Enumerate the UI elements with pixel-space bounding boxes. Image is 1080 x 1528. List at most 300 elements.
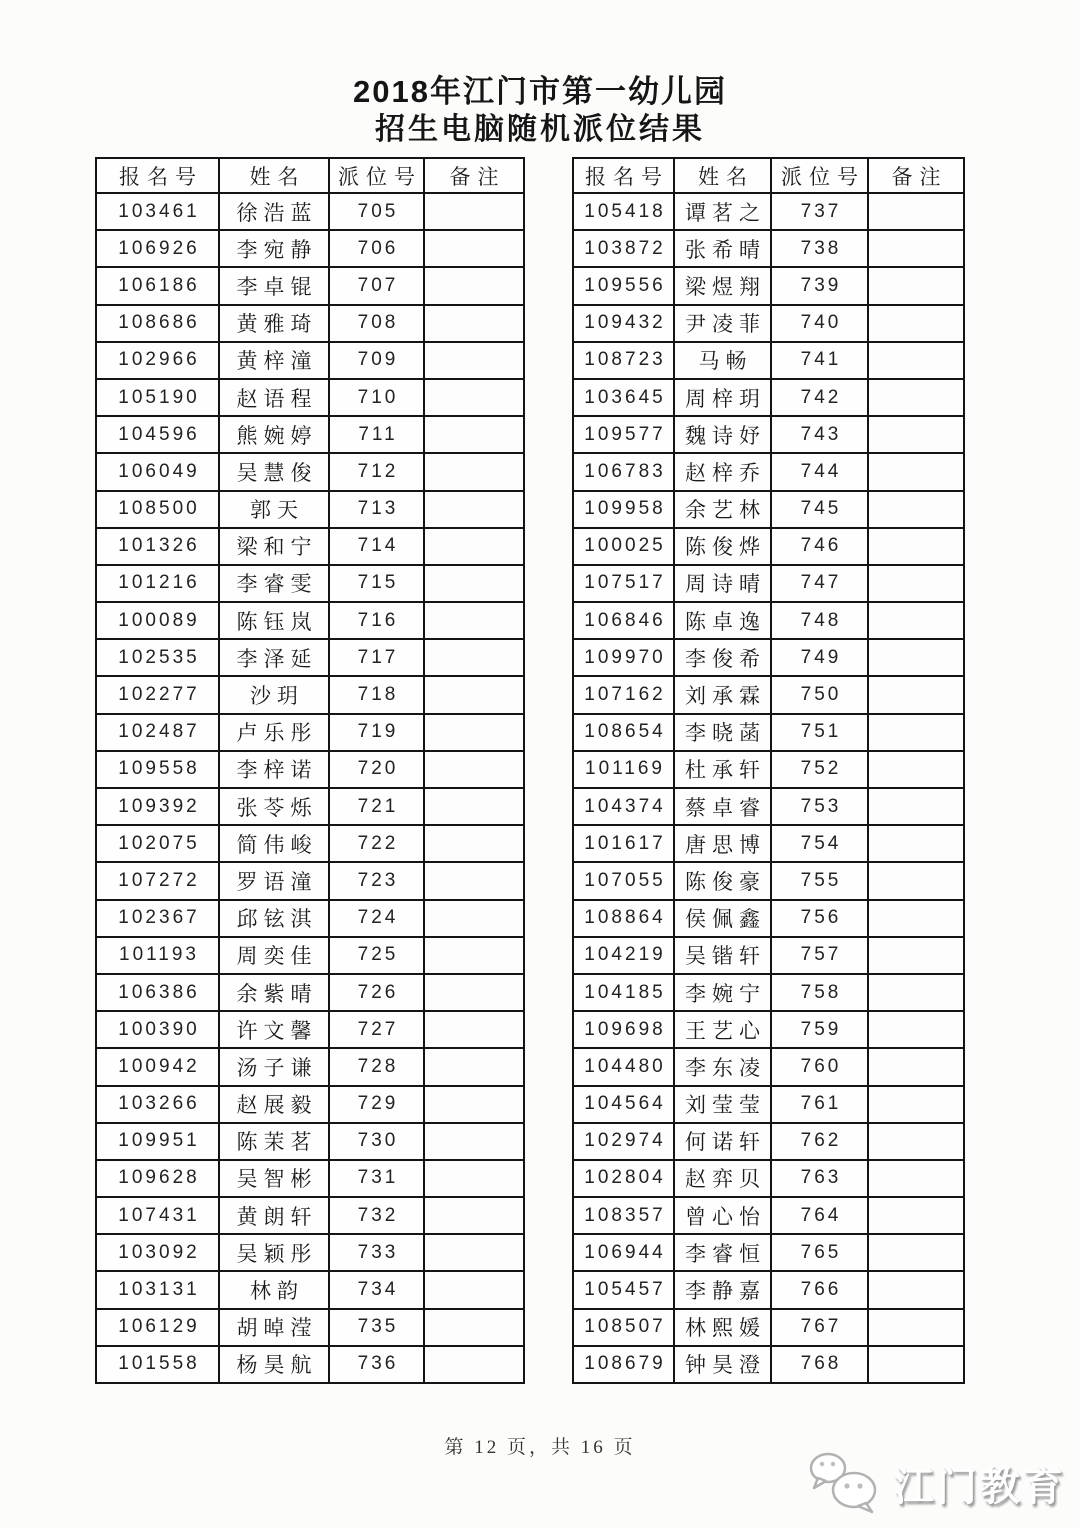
reg-no-cell: 102974	[573, 1123, 674, 1160]
table-row	[96, 788, 524, 825]
slot-no-cell: 730	[329, 1123, 424, 1160]
name-cell: 黄雅琦	[219, 305, 329, 342]
slot-no-cell: 763	[771, 1160, 868, 1197]
name-cell: 简伟峻	[219, 825, 329, 862]
remark-cell	[424, 825, 524, 862]
remark-cell	[424, 1123, 524, 1160]
slot-no-cell: 749	[771, 639, 868, 676]
remark-cell	[868, 453, 964, 490]
slot-no-cell: 748	[771, 602, 868, 639]
table-row	[573, 565, 964, 602]
slot-no-cell: 768	[771, 1346, 868, 1383]
table-row	[573, 1234, 964, 1271]
reg-no-cell: 103266	[96, 1086, 219, 1123]
name-cell: 胡晫滢	[219, 1309, 329, 1346]
reg-no-cell: 106049	[96, 453, 219, 490]
table-row	[573, 379, 964, 416]
reg-no-cell: 108507	[573, 1309, 674, 1346]
reg-no-cell: 102367	[96, 900, 219, 937]
name-cell: 陈卓逸	[674, 602, 771, 639]
table-row	[573, 1309, 964, 1346]
reg-no-cell: 108500	[96, 491, 219, 528]
name-cell: 黄朗轩	[219, 1197, 329, 1234]
slot-no-cell: 758	[771, 974, 868, 1011]
slot-no-cell: 740	[771, 305, 868, 342]
name-cell: 周梓玥	[674, 379, 771, 416]
reg-no-cell: 104219	[573, 937, 674, 974]
table-row	[96, 1197, 524, 1234]
table-row	[96, 1011, 524, 1048]
name-cell: 李静嘉	[674, 1271, 771, 1308]
slot-no-cell: 713	[329, 491, 424, 528]
slot-no-cell: 743	[771, 416, 868, 453]
reg-no-cell: 102535	[96, 639, 219, 676]
remark-cell	[868, 379, 964, 416]
table-row	[96, 416, 524, 453]
name-cell: 梁和宁	[219, 528, 329, 565]
slot-no-cell: 755	[771, 862, 868, 899]
slot-no-cell: 762	[771, 1123, 868, 1160]
table-row	[96, 1123, 524, 1160]
slot-no-cell: 764	[771, 1197, 868, 1234]
slot-no-cell: 715	[329, 565, 424, 602]
name-cell: 侯佩鑫	[674, 900, 771, 937]
table-row	[96, 1160, 524, 1197]
name-cell: 罗语潼	[219, 862, 329, 899]
reg-no-cell: 106186	[96, 267, 219, 304]
table-row	[96, 267, 524, 304]
table-row	[573, 937, 964, 974]
reg-no-cell: 108357	[573, 1197, 674, 1234]
slot-no-cell: 738	[771, 230, 868, 267]
table-row	[96, 825, 524, 862]
reg-no-cell: 103131	[96, 1271, 219, 1308]
name-cell: 黄梓潼	[219, 342, 329, 379]
table-row	[573, 416, 964, 453]
name-cell: 梁煜翔	[674, 267, 771, 304]
name-cell: 许文馨	[219, 1011, 329, 1048]
reg-no-cell: 101326	[96, 528, 219, 565]
reg-no-cell: 106926	[96, 230, 219, 267]
name-cell: 刘承霖	[674, 676, 771, 713]
remark-cell	[424, 862, 524, 899]
table-row	[573, 751, 964, 788]
name-cell: 张苓烁	[219, 788, 329, 825]
name-cell: 熊婉婷	[219, 416, 329, 453]
remark-cell	[424, 565, 524, 602]
reg-no-cell: 100025	[573, 528, 674, 565]
remark-cell	[424, 788, 524, 825]
name-cell: 曾心怡	[674, 1197, 771, 1234]
slot-no-cell: 726	[329, 974, 424, 1011]
remark-cell	[424, 1160, 524, 1197]
name-cell: 李卓锟	[219, 267, 329, 304]
slot-no-cell: 710	[329, 379, 424, 416]
remark-cell	[868, 1309, 964, 1346]
slot-no-cell: 732	[329, 1197, 424, 1234]
name-cell: 李睿雯	[219, 565, 329, 602]
table-row	[573, 825, 964, 862]
column-header: 报名号	[96, 158, 219, 193]
name-cell: 赵梓乔	[674, 453, 771, 490]
reg-no-cell: 109951	[96, 1123, 219, 1160]
reg-no-cell: 106846	[573, 602, 674, 639]
remark-cell	[424, 1197, 524, 1234]
table-row	[96, 491, 524, 528]
slot-no-cell: 744	[771, 453, 868, 490]
remark-cell	[868, 639, 964, 676]
table-row	[573, 1346, 964, 1383]
reg-no-cell: 101617	[573, 825, 674, 862]
reg-no-cell: 107055	[573, 862, 674, 899]
reg-no-cell: 103092	[96, 1234, 219, 1271]
reg-no-cell: 103461	[96, 193, 219, 230]
column-header: 姓名	[674, 158, 771, 193]
name-cell: 杨昊航	[219, 1346, 329, 1383]
table-row	[96, 974, 524, 1011]
table-row	[96, 676, 524, 713]
remark-cell	[424, 379, 524, 416]
slot-no-cell: 765	[771, 1234, 868, 1271]
name-cell: 邱铉淇	[219, 900, 329, 937]
reg-no-cell: 106944	[573, 1234, 674, 1271]
name-cell: 徐浩蓝	[219, 193, 329, 230]
remark-cell	[424, 305, 524, 342]
reg-no-cell: 108864	[573, 900, 674, 937]
name-cell: 谭茗之	[674, 193, 771, 230]
name-cell: 赵弈贝	[674, 1160, 771, 1197]
page-subtitle: 招生电脑随机派位结果	[375, 113, 705, 146]
slot-no-cell: 720	[329, 751, 424, 788]
remark-cell	[868, 825, 964, 862]
table-row	[573, 305, 964, 342]
remark-cell	[868, 751, 964, 788]
reg-no-cell: 101169	[573, 751, 674, 788]
slot-no-cell: 742	[771, 379, 868, 416]
reg-no-cell: 106386	[96, 974, 219, 1011]
remark-cell	[424, 900, 524, 937]
slot-no-cell: 708	[329, 305, 424, 342]
name-cell: 钟昊澄	[674, 1346, 771, 1383]
table-row	[573, 342, 964, 379]
reg-no-cell: 109698	[573, 1011, 674, 1048]
slot-no-cell: 745	[771, 491, 868, 528]
table-row	[573, 676, 964, 713]
remark-cell	[868, 528, 964, 565]
column-header: 派位号	[771, 158, 868, 193]
table-row	[573, 1086, 964, 1123]
reg-no-cell: 104374	[573, 788, 674, 825]
name-cell: 周奕佳	[219, 937, 329, 974]
reg-no-cell: 109392	[96, 788, 219, 825]
remark-cell	[424, 230, 524, 267]
name-cell: 周诗晴	[674, 565, 771, 602]
slot-no-cell: 741	[771, 342, 868, 379]
slot-no-cell: 719	[329, 714, 424, 751]
table-row	[96, 565, 524, 602]
table-row	[96, 1086, 524, 1123]
reg-no-cell: 105190	[96, 379, 219, 416]
remark-cell	[868, 193, 964, 230]
remark-cell	[424, 1346, 524, 1383]
remark-cell	[424, 453, 524, 490]
slot-no-cell: 734	[329, 1271, 424, 1308]
remark-cell	[868, 1197, 964, 1234]
slot-no-cell: 716	[329, 602, 424, 639]
slot-no-cell: 761	[771, 1086, 868, 1123]
table-row	[96, 900, 524, 937]
slot-no-cell: 737	[771, 193, 868, 230]
remark-cell	[868, 1234, 964, 1271]
name-cell: 唐思博	[674, 825, 771, 862]
header-row	[573, 158, 964, 193]
name-cell: 蔡卓睿	[674, 788, 771, 825]
slot-no-cell: 752	[771, 751, 868, 788]
slot-no-cell: 733	[329, 1234, 424, 1271]
column-header: 备注	[424, 158, 524, 193]
table-row	[573, 639, 964, 676]
remark-cell	[868, 416, 964, 453]
remark-cell	[868, 900, 964, 937]
table-row	[96, 193, 524, 230]
name-cell: 李宛静	[219, 230, 329, 267]
column-header: 报名号	[573, 158, 674, 193]
table-row	[573, 602, 964, 639]
slot-no-cell: 759	[771, 1011, 868, 1048]
column-header: 备注	[868, 158, 964, 193]
slot-no-cell: 722	[329, 825, 424, 862]
table-row	[96, 528, 524, 565]
reg-no-cell: 108686	[96, 305, 219, 342]
name-cell: 李东凌	[674, 1048, 771, 1085]
reg-no-cell: 101558	[96, 1346, 219, 1383]
table-row	[96, 305, 524, 342]
name-cell: 余紫晴	[219, 974, 329, 1011]
slot-no-cell: 739	[771, 267, 868, 304]
reg-no-cell: 104480	[573, 1048, 674, 1085]
reg-no-cell: 101216	[96, 565, 219, 602]
reg-no-cell: 102075	[96, 825, 219, 862]
name-cell: 汤子谦	[219, 1048, 329, 1085]
table-row	[96, 230, 524, 267]
name-cell: 陈钰岚	[219, 602, 329, 639]
table-row	[96, 639, 524, 676]
table-row	[573, 974, 964, 1011]
remark-cell	[868, 862, 964, 899]
reg-no-cell: 109558	[96, 751, 219, 788]
slot-no-cell: 706	[329, 230, 424, 267]
slot-no-cell: 757	[771, 937, 868, 974]
allocation-table-left	[95, 157, 525, 1384]
name-cell: 陈俊豪	[674, 862, 771, 899]
table-row	[96, 1271, 524, 1308]
remark-cell	[424, 193, 524, 230]
table-row	[573, 230, 964, 267]
name-cell: 沙玥	[219, 676, 329, 713]
remark-cell	[424, 714, 524, 751]
name-cell: 李泽延	[219, 639, 329, 676]
slot-no-cell: 750	[771, 676, 868, 713]
name-cell: 吴慧俊	[219, 453, 329, 490]
remark-cell	[424, 1011, 524, 1048]
remark-cell	[868, 1160, 964, 1197]
remark-cell	[868, 974, 964, 1011]
slot-no-cell: 711	[329, 416, 424, 453]
remark-cell	[424, 1234, 524, 1271]
remark-cell	[424, 267, 524, 304]
remark-cell	[868, 342, 964, 379]
remark-cell	[868, 1011, 964, 1048]
name-cell: 吴颖彤	[219, 1234, 329, 1271]
slot-no-cell: 751	[771, 714, 868, 751]
name-cell: 卢乐彤	[219, 714, 329, 751]
slot-no-cell: 753	[771, 788, 868, 825]
remark-cell	[868, 602, 964, 639]
slot-no-cell: 767	[771, 1309, 868, 1346]
table-row	[573, 491, 964, 528]
reg-no-cell: 108679	[573, 1346, 674, 1383]
slot-no-cell: 714	[329, 528, 424, 565]
remark-cell	[868, 676, 964, 713]
remark-cell	[868, 1346, 964, 1383]
name-cell: 林韵	[219, 1271, 329, 1308]
remark-cell	[424, 491, 524, 528]
reg-no-cell: 102966	[96, 342, 219, 379]
remark-cell	[424, 1048, 524, 1085]
name-cell: 赵语程	[219, 379, 329, 416]
reg-no-cell: 107517	[573, 565, 674, 602]
slot-no-cell: 747	[771, 565, 868, 602]
table-row	[96, 1048, 524, 1085]
reg-no-cell: 102277	[96, 676, 219, 713]
remark-cell	[868, 305, 964, 342]
table-row	[573, 193, 964, 230]
remark-cell	[424, 1086, 524, 1123]
table-row	[573, 788, 964, 825]
reg-no-cell: 104564	[573, 1086, 674, 1123]
remark-cell	[424, 1271, 524, 1308]
name-cell: 吴锴轩	[674, 937, 771, 974]
slot-no-cell: 735	[329, 1309, 424, 1346]
slot-no-cell: 723	[329, 862, 424, 899]
slot-no-cell: 718	[329, 676, 424, 713]
slot-no-cell: 728	[329, 1048, 424, 1085]
slot-no-cell: 709	[329, 342, 424, 379]
table-row	[96, 342, 524, 379]
reg-no-cell: 109628	[96, 1160, 219, 1197]
reg-no-cell: 107272	[96, 862, 219, 899]
name-cell: 杜承轩	[674, 751, 771, 788]
reg-no-cell: 105457	[573, 1271, 674, 1308]
name-cell: 赵展毅	[219, 1086, 329, 1123]
slot-no-cell: 754	[771, 825, 868, 862]
reg-no-cell: 103645	[573, 379, 674, 416]
slot-no-cell: 717	[329, 639, 424, 676]
table-row	[573, 1123, 964, 1160]
name-cell: 王艺心	[674, 1011, 771, 1048]
table-row	[573, 1160, 964, 1197]
reg-no-cell: 108654	[573, 714, 674, 751]
table-row	[96, 1234, 524, 1271]
table-row	[96, 714, 524, 751]
watermark	[804, 1448, 1066, 1518]
remark-cell	[868, 1271, 964, 1308]
remark-cell	[868, 565, 964, 602]
slot-no-cell: 721	[329, 788, 424, 825]
slot-no-cell: 725	[329, 937, 424, 974]
remark-cell	[424, 342, 524, 379]
reg-no-cell: 107162	[573, 676, 674, 713]
name-cell: 李婉宁	[674, 974, 771, 1011]
name-cell: 陈俊烨	[674, 528, 771, 565]
name-cell: 吴智彬	[219, 1160, 329, 1197]
reg-no-cell: 108723	[573, 342, 674, 379]
table-row	[573, 714, 964, 751]
name-cell: 张希晴	[674, 230, 771, 267]
reg-no-cell: 104185	[573, 974, 674, 1011]
table-row	[96, 453, 524, 490]
slot-no-cell: 746	[771, 528, 868, 565]
table-row	[573, 1271, 964, 1308]
name-cell: 林熙媛	[674, 1309, 771, 1346]
reg-no-cell: 102487	[96, 714, 219, 751]
remark-cell	[868, 1123, 964, 1160]
remark-cell	[424, 751, 524, 788]
reg-no-cell: 102804	[573, 1160, 674, 1197]
name-cell: 郭天	[219, 491, 329, 528]
table-row	[573, 862, 964, 899]
table-row	[573, 1197, 964, 1234]
table-row	[573, 1011, 964, 1048]
slot-no-cell: 712	[329, 453, 424, 490]
reg-no-cell: 109432	[573, 305, 674, 342]
slot-no-cell: 736	[329, 1346, 424, 1383]
slot-no-cell: 707	[329, 267, 424, 304]
table-row	[96, 379, 524, 416]
header-row	[96, 158, 524, 193]
table-row	[573, 1048, 964, 1085]
table-row	[96, 602, 524, 639]
reg-no-cell: 105418	[573, 193, 674, 230]
remark-cell	[424, 416, 524, 453]
name-cell: 余艺林	[674, 491, 771, 528]
reg-no-cell: 109556	[573, 267, 674, 304]
reg-no-cell: 109577	[573, 416, 674, 453]
slot-no-cell: 705	[329, 193, 424, 230]
remark-cell	[424, 602, 524, 639]
reg-no-cell: 109970	[573, 639, 674, 676]
name-cell: 李晓菡	[674, 714, 771, 751]
remark-cell	[424, 676, 524, 713]
remark-cell	[868, 937, 964, 974]
remark-cell	[424, 528, 524, 565]
column-header: 姓名	[219, 158, 329, 193]
remark-cell	[424, 639, 524, 676]
name-cell: 何诺轩	[674, 1123, 771, 1160]
remark-cell	[868, 230, 964, 267]
table-row	[96, 862, 524, 899]
name-cell: 李梓诺	[219, 751, 329, 788]
name-cell: 马畅	[674, 342, 771, 379]
reg-no-cell: 104596	[96, 416, 219, 453]
remark-cell	[868, 267, 964, 304]
remark-cell	[424, 974, 524, 1011]
table-row	[573, 267, 964, 304]
name-cell: 陈茉茗	[219, 1123, 329, 1160]
table-row	[96, 1309, 524, 1346]
remark-cell	[868, 714, 964, 751]
name-cell: 尹凌菲	[674, 305, 771, 342]
